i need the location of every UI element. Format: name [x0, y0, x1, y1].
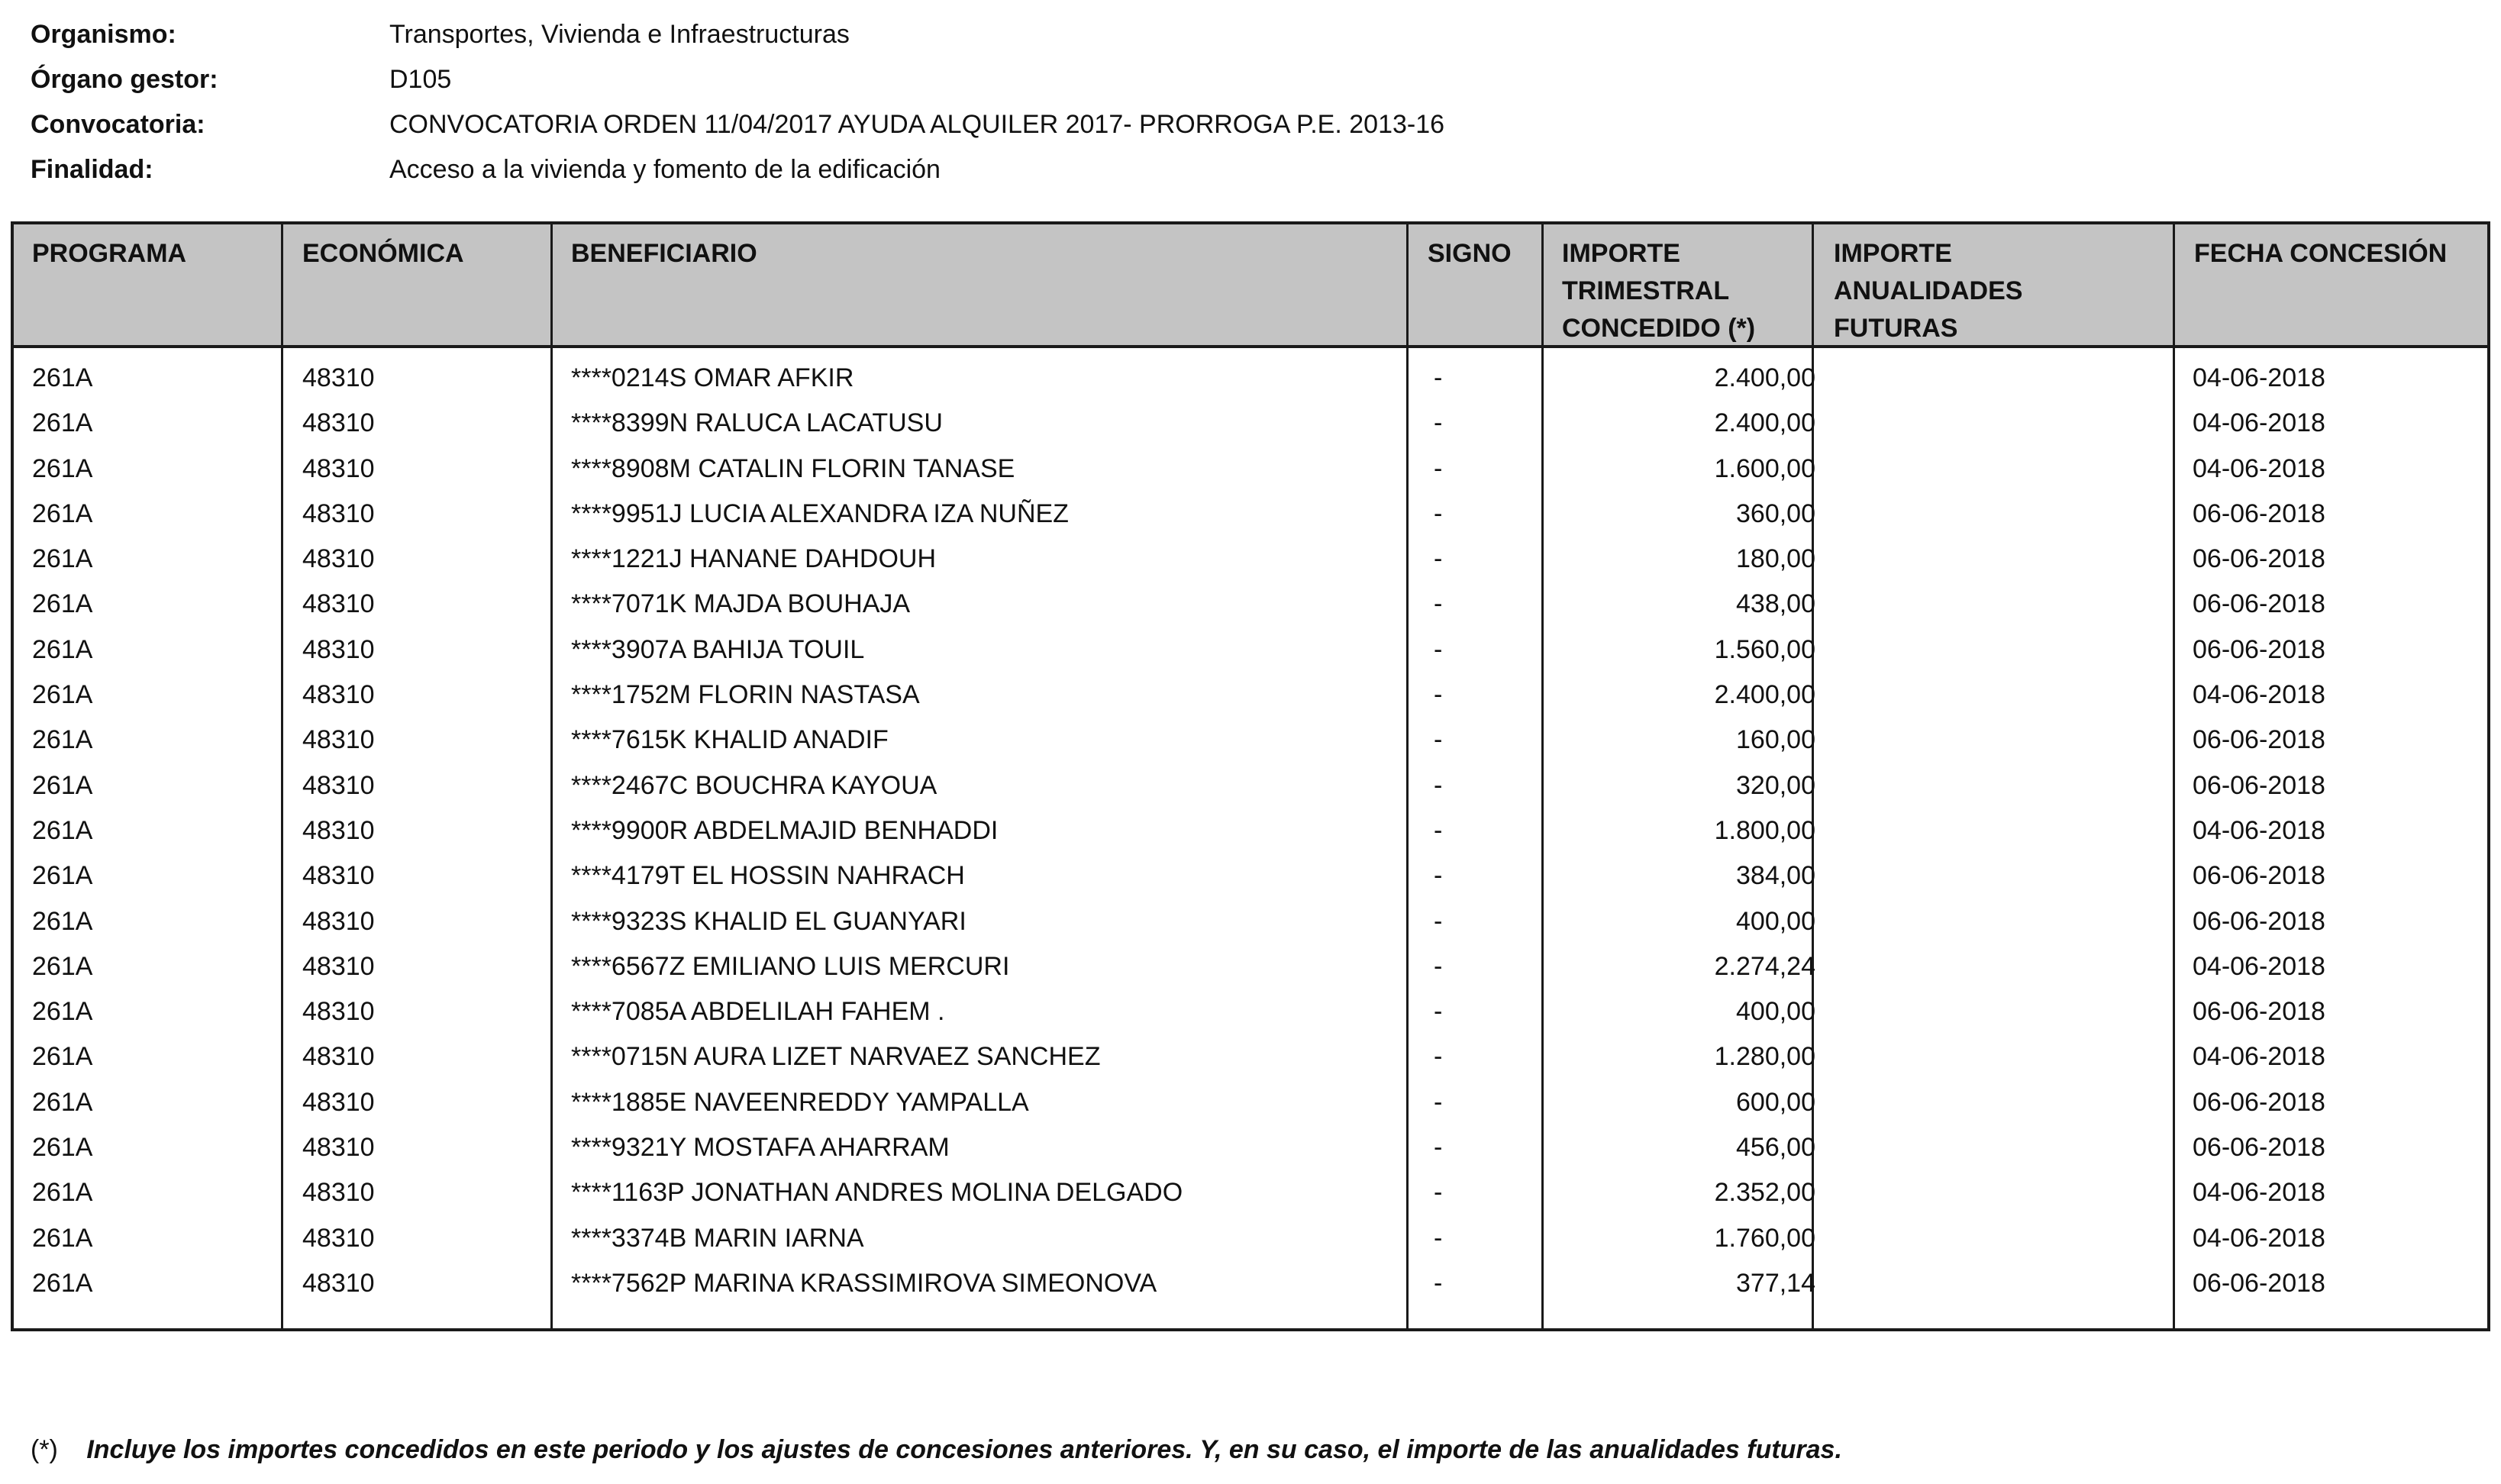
cell-beneficiario: ****2467C BOUCHRA KAYOUA	[571, 770, 937, 800]
cell-fecha: 06-06-2018	[2193, 634, 2325, 664]
cell-beneficiario: ****3907A BAHIJA TOUIL	[571, 634, 865, 664]
cell-importe: 160,00	[1736, 725, 1815, 755]
cell-economica: 48310	[302, 1133, 375, 1163]
cell-fecha: 04-06-2018	[2193, 1223, 2325, 1253]
cell-signo: -	[1434, 861, 1443, 891]
document-metadata	[31, 12, 2474, 192]
cell-fecha: 06-06-2018	[2193, 544, 2325, 574]
cell-programa: 261A	[32, 1178, 93, 1208]
cell-beneficiario: ****9951J LUCIA ALEXANDRA IZA NUÑEZ	[571, 498, 1069, 528]
cell-programa: 261A	[32, 1223, 93, 1253]
cell-economica: 48310	[302, 544, 375, 574]
table-row	[14, 899, 2487, 944]
cell-programa: 261A	[32, 1042, 93, 1072]
cell-fecha: 06-06-2018	[2193, 498, 2325, 528]
table-row	[14, 1261, 2487, 1306]
meta-row	[31, 147, 2474, 192]
cell-importe: 180,00	[1736, 544, 1815, 574]
table-row	[14, 989, 2487, 1034]
cell-importe: 2.400,00	[1714, 408, 1815, 438]
cell-economica: 48310	[302, 906, 375, 936]
table-row	[14, 1216, 2487, 1261]
cell-signo: -	[1434, 1087, 1443, 1117]
footnote-mark: (*)	[31, 1435, 58, 1464]
meta-label: Finalidad:	[31, 155, 153, 184]
cell-signo: -	[1434, 1133, 1443, 1163]
header-importe-anualidades: IMPORTE ANUALIDADES FUTURAS	[1834, 239, 2023, 343]
cell-beneficiario: ****4179T EL HOSSIN NAHRACH	[571, 861, 965, 891]
cell-programa: 261A	[32, 725, 93, 755]
cell-programa: 261A	[32, 861, 93, 891]
table-row	[14, 1125, 2487, 1170]
meta-row	[31, 12, 2474, 57]
cell-economica: 48310	[302, 770, 375, 800]
meta-value: CONVOCATORIA ORDEN 11/04/2017 AYUDA ALQUILER 2017- PRORROGA P.E. 2013-16	[389, 110, 1445, 139]
header-beneficiario: BENEFICIARIO	[571, 239, 757, 268]
cell-economica: 48310	[302, 589, 375, 619]
cell-fecha: 06-06-2018	[2193, 770, 2325, 800]
cell-beneficiario: ****0715N AURA LIZET NARVAEZ SANCHEZ	[571, 1042, 1101, 1072]
cell-importe: 600,00	[1736, 1087, 1815, 1117]
cell-economica: 48310	[302, 1268, 375, 1298]
cell-importe: 400,00	[1736, 997, 1815, 1027]
cell-beneficiario: ****8399N RALUCA LACATUSU	[571, 408, 943, 438]
cell-signo: -	[1434, 680, 1443, 710]
meta-value: Transportes, Vivienda e Infraestructuras	[389, 20, 850, 49]
cell-importe: 2.274,24	[1714, 951, 1815, 981]
cell-signo: -	[1434, 453, 1443, 483]
cell-beneficiario: ****7615K KHALID ANADIF	[571, 725, 889, 755]
table-row	[14, 447, 2487, 492]
cell-economica: 48310	[302, 408, 375, 438]
cell-importe: 377,14	[1736, 1268, 1815, 1298]
meta-row	[31, 102, 2474, 147]
cell-signo: -	[1434, 1178, 1443, 1208]
cell-beneficiario: ****0214S OMAR AFKIR	[571, 363, 854, 392]
cell-beneficiario: ****3374B MARIN IARNA	[571, 1223, 864, 1253]
cell-importe: 384,00	[1736, 861, 1815, 891]
cell-fecha: 06-06-2018	[2193, 589, 2325, 619]
cell-signo: -	[1434, 589, 1443, 619]
cell-signo: -	[1434, 815, 1443, 845]
cell-importe: 2.400,00	[1714, 680, 1815, 710]
cell-importe: 1.280,00	[1714, 1042, 1815, 1072]
cell-signo: -	[1434, 725, 1443, 755]
cell-programa: 261A	[32, 453, 93, 483]
meta-label: Órgano gestor:	[31, 65, 218, 94]
cell-programa: 261A	[32, 589, 93, 619]
cell-beneficiario: ****8908M CATALIN FLORIN TANASE	[571, 453, 1015, 483]
cell-economica: 48310	[302, 363, 375, 392]
cell-fecha: 04-06-2018	[2193, 680, 2325, 710]
cell-economica: 48310	[302, 951, 375, 981]
cell-signo: -	[1434, 997, 1443, 1027]
table-row	[14, 718, 2487, 763]
cell-beneficiario: ****9323S KHALID EL GUANYARI	[571, 906, 967, 936]
cell-importe: 1.560,00	[1714, 634, 1815, 664]
meta-label: Convocatoria:	[31, 110, 205, 139]
cell-programa: 261A	[32, 815, 93, 845]
cell-fecha: 04-06-2018	[2193, 453, 2325, 483]
cell-importe: 400,00	[1736, 906, 1815, 936]
cell-programa: 261A	[32, 408, 93, 438]
table-row	[14, 763, 2487, 808]
cell-economica: 48310	[302, 680, 375, 710]
cell-economica: 48310	[302, 1042, 375, 1072]
cell-programa: 261A	[32, 997, 93, 1027]
header-programa: PROGRAMA	[32, 239, 187, 268]
cell-programa: 261A	[32, 1133, 93, 1163]
cell-fecha: 06-06-2018	[2193, 906, 2325, 936]
table-row	[14, 582, 2487, 627]
cell-fecha: 04-06-2018	[2193, 363, 2325, 392]
cell-importe: 1.800,00	[1714, 815, 1815, 845]
cell-economica: 48310	[302, 861, 375, 891]
cell-beneficiario: ****1163P JONATHAN ANDRES MOLINA DELGADO	[571, 1178, 1183, 1208]
cell-programa: 261A	[32, 544, 93, 574]
cell-fecha: 06-06-2018	[2193, 1087, 2325, 1117]
cell-importe: 2.352,00	[1714, 1178, 1815, 1208]
cell-importe: 2.400,00	[1714, 363, 1815, 392]
cell-fecha: 06-06-2018	[2193, 997, 2325, 1027]
cell-economica: 48310	[302, 634, 375, 664]
cell-signo: -	[1434, 770, 1443, 800]
meta-value: Acceso a la vivienda y fomento de la edificación	[389, 155, 941, 184]
cell-fecha: 06-06-2018	[2193, 861, 2325, 891]
cell-fecha: 04-06-2018	[2193, 815, 2325, 845]
cell-signo: -	[1434, 363, 1443, 392]
cell-beneficiario: ****1752M FLORIN NASTASA	[571, 680, 920, 710]
concessions-table	[11, 221, 2490, 1331]
table-row	[14, 673, 2487, 718]
meta-row	[31, 57, 2474, 102]
cell-fecha: 04-06-2018	[2193, 1178, 2325, 1208]
cell-beneficiario: ****7562P MARINA KRASSIMIROVA SIMEONOVA	[571, 1268, 1157, 1298]
cell-economica: 48310	[302, 815, 375, 845]
cell-programa: 261A	[32, 951, 93, 981]
cell-importe: 1.760,00	[1714, 1223, 1815, 1253]
cell-signo: -	[1434, 951, 1443, 981]
cell-fecha: 04-06-2018	[2193, 408, 2325, 438]
cell-economica: 48310	[302, 1178, 375, 1208]
cell-beneficiario: ****1221J HANANE DAHDOUH	[571, 544, 937, 574]
cell-signo: -	[1434, 408, 1443, 438]
cell-importe: 320,00	[1736, 770, 1815, 800]
cell-economica: 48310	[302, 997, 375, 1027]
cell-beneficiario: ****7085A ABDELILAH FAHEM .	[571, 997, 945, 1027]
header-importe-trimestral: IMPORTE TRIMESTRAL CONCEDIDO (*)	[1562, 239, 1756, 343]
cell-signo: -	[1434, 1268, 1443, 1298]
table-row	[14, 1080, 2487, 1125]
table-row	[14, 1034, 2487, 1079]
cell-beneficiario: ****1885E NAVEENREDDY YAMPALLA	[571, 1087, 1029, 1117]
cell-programa: 261A	[32, 363, 93, 392]
cell-importe: 360,00	[1736, 498, 1815, 528]
table-body	[14, 356, 2487, 1306]
cell-fecha: 06-06-2018	[2193, 725, 2325, 755]
table-row	[14, 808, 2487, 853]
cell-programa: 261A	[32, 498, 93, 528]
cell-programa: 261A	[32, 680, 93, 710]
cell-programa: 261A	[32, 1268, 93, 1298]
cell-programa: 261A	[32, 770, 93, 800]
cell-fecha: 04-06-2018	[2193, 951, 2325, 981]
table-row	[14, 853, 2487, 898]
cell-importe: 1.600,00	[1714, 453, 1815, 483]
header-fecha-concesion: FECHA CONCESIÓN	[2194, 239, 2448, 268]
header-signo: SIGNO	[1428, 239, 1512, 268]
cell-signo: -	[1434, 544, 1443, 574]
cell-importe: 456,00	[1736, 1133, 1815, 1163]
cell-signo: -	[1434, 634, 1443, 664]
header-economica: ECONÓMICA	[302, 239, 464, 268]
table-row	[14, 356, 2487, 401]
cell-economica: 48310	[302, 1087, 375, 1117]
cell-programa: 261A	[32, 1087, 93, 1117]
cell-programa: 261A	[32, 634, 93, 664]
meta-label: Organismo:	[31, 20, 176, 49]
cell-economica: 48310	[302, 453, 375, 483]
table-row	[14, 1170, 2487, 1215]
cell-economica: 48310	[302, 1223, 375, 1253]
cell-importe: 438,00	[1736, 589, 1815, 619]
table-row	[14, 492, 2487, 537]
cell-fecha: 06-06-2018	[2193, 1133, 2325, 1163]
cell-beneficiario: ****9321Y MOSTAFA AHARRAM	[571, 1133, 950, 1163]
cell-signo: -	[1434, 1042, 1443, 1072]
table-row	[14, 401, 2487, 446]
cell-fecha: 06-06-2018	[2193, 1268, 2325, 1298]
meta-value: D105	[389, 65, 452, 94]
cell-signo: -	[1434, 1223, 1443, 1253]
footnote	[31, 1435, 1842, 1465]
cell-programa: 261A	[32, 906, 93, 936]
cell-economica: 48310	[302, 498, 375, 528]
table-row	[14, 537, 2487, 582]
cell-beneficiario: ****7071K MAJDA BOUHAJA	[571, 589, 911, 619]
cell-fecha: 04-06-2018	[2193, 1042, 2325, 1072]
table-row	[14, 627, 2487, 673]
footnote-text: Incluye los importes concedidos en este periodo y los ajustes de concesiones anteriores. Y, en su caso, el importe de las anualidades futuras.	[86, 1435, 1842, 1464]
cell-beneficiario: ****9900R ABDELMAJID BENHADDI	[571, 815, 999, 845]
table-row	[14, 944, 2487, 989]
cell-beneficiario: ****6567Z EMILIANO LUIS MERCURI	[571, 951, 1010, 981]
cell-signo: -	[1434, 498, 1443, 528]
cell-signo: -	[1434, 906, 1443, 936]
cell-economica: 48310	[302, 725, 375, 755]
